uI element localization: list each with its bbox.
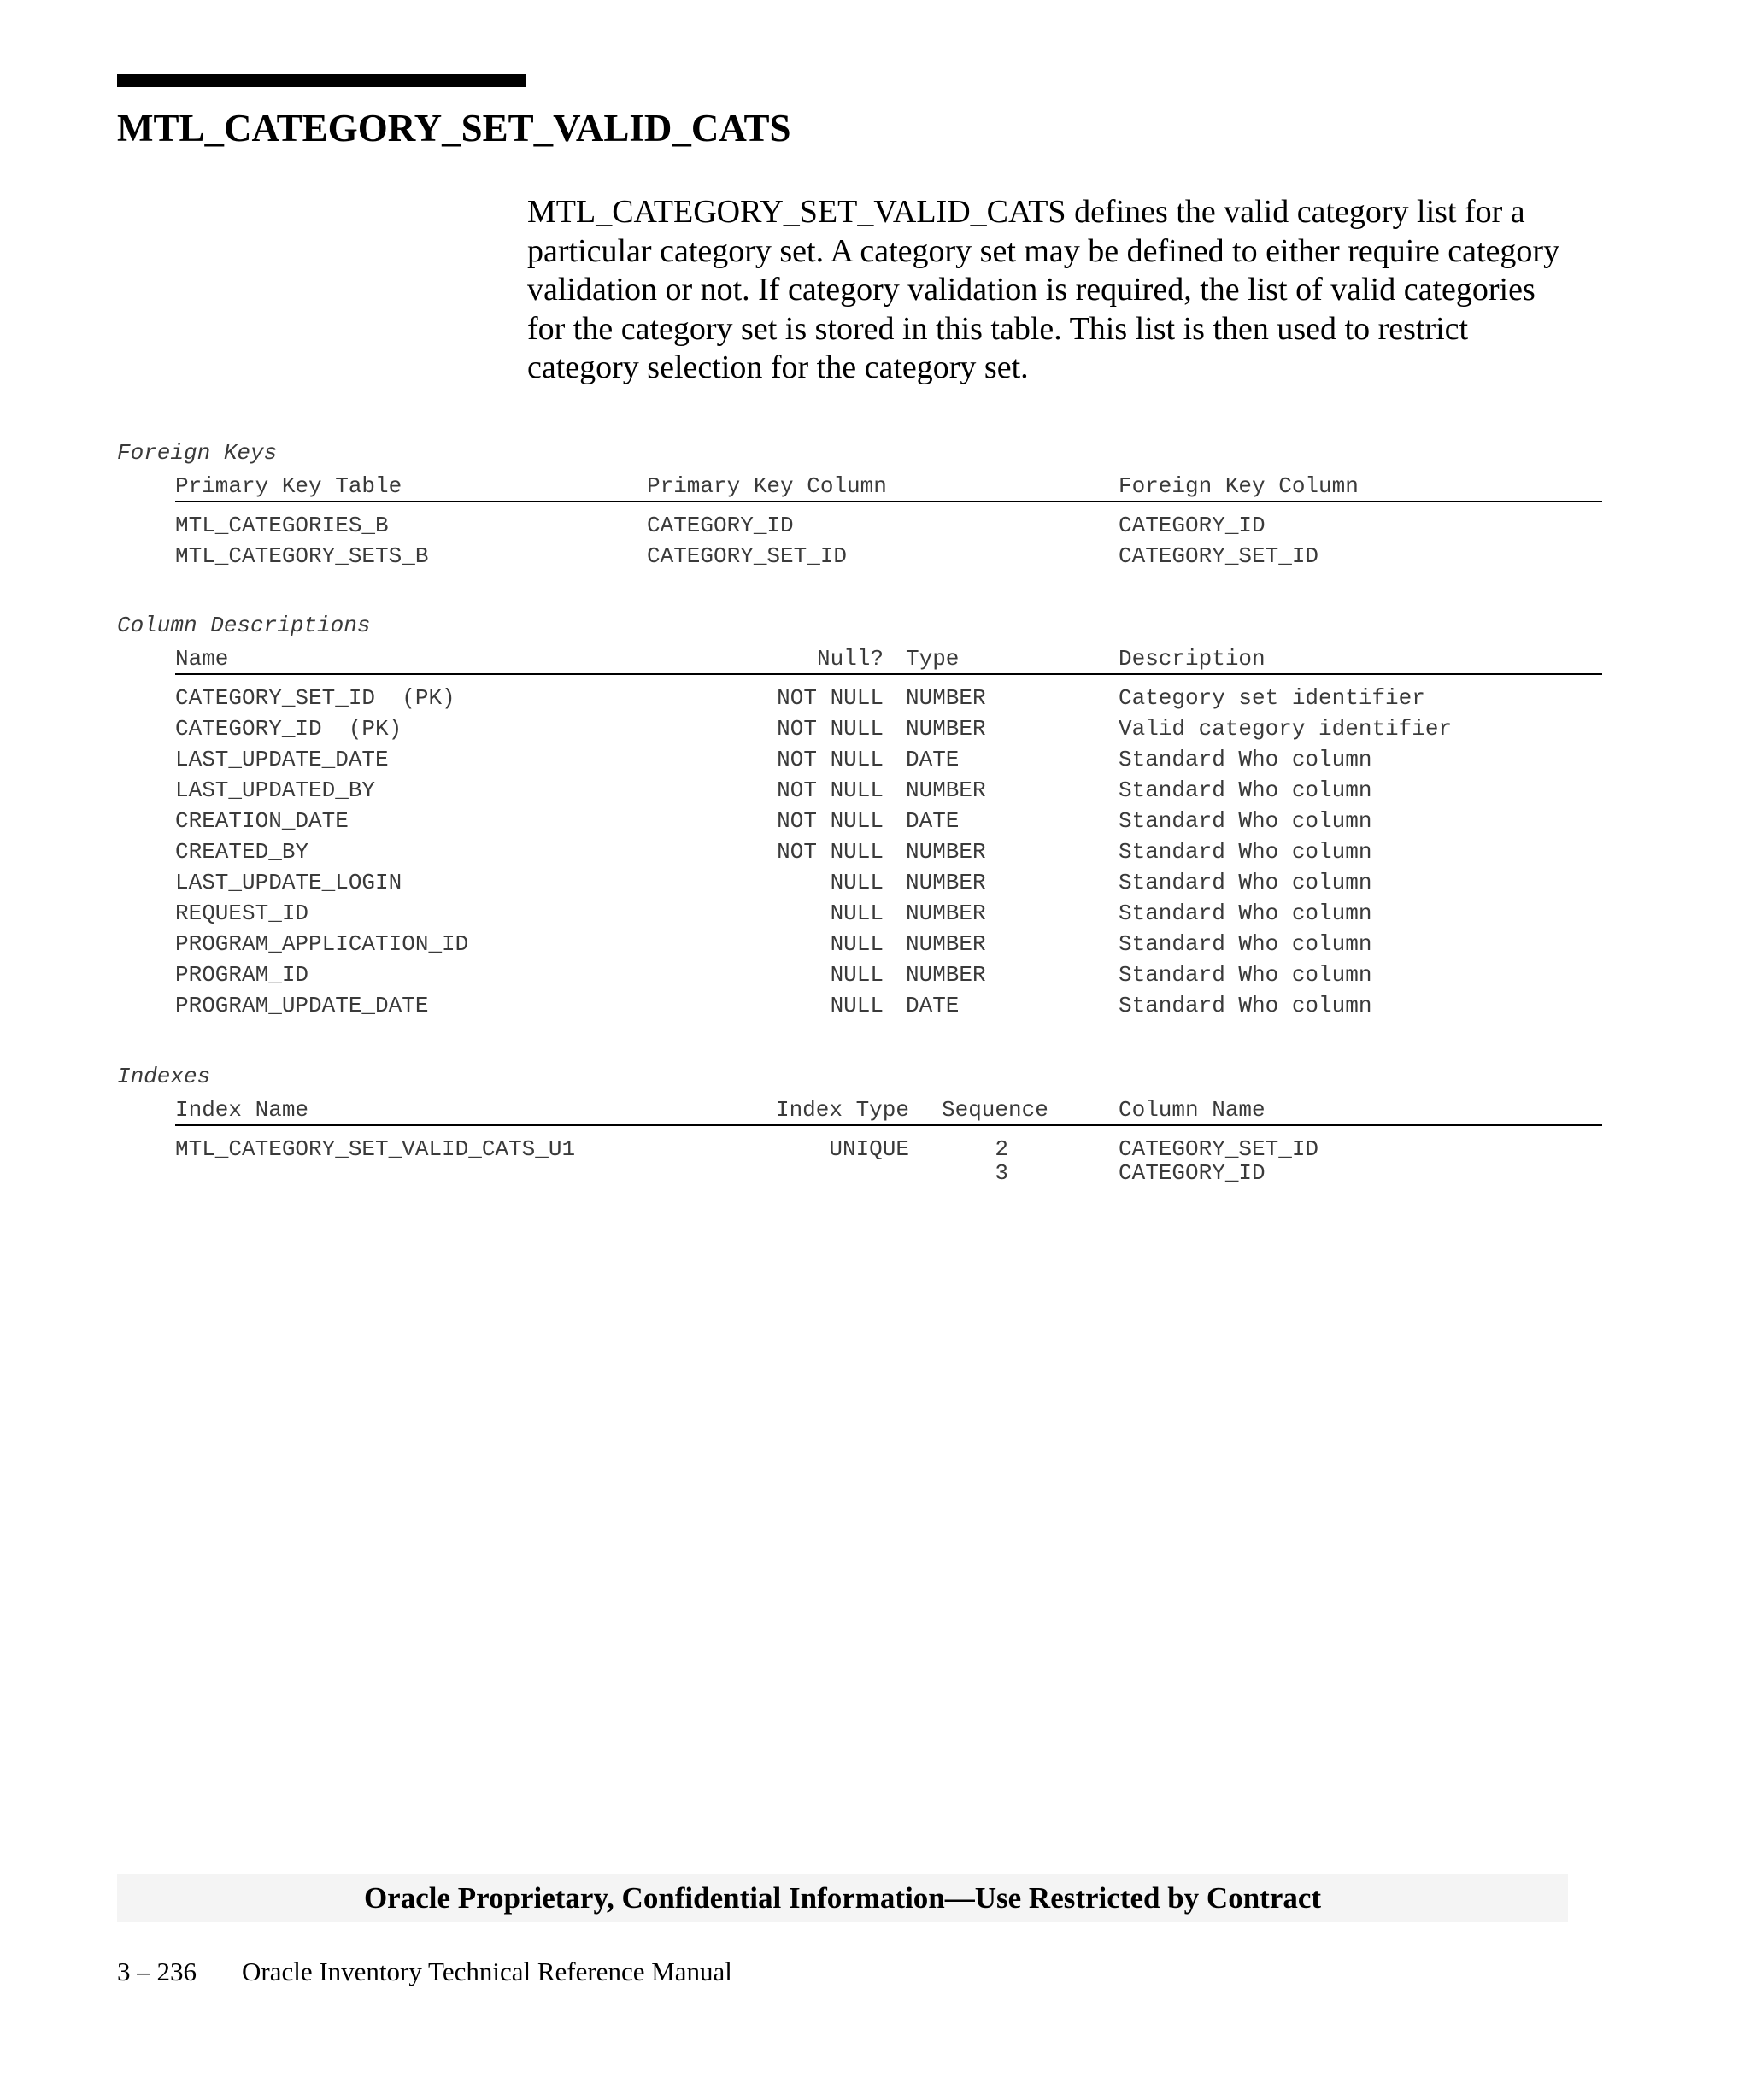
index-column: CATEGORY_ID [1119,1160,1266,1186]
column-null: NULL [830,993,884,1018]
index-sequence: 3 [995,1160,1008,1186]
page-title: MTL_CATEGORY_SET_VALID_CATS [117,107,791,150]
column-type: DATE [906,993,960,1018]
column-null: NOT NULL [777,716,884,742]
confidential-text: Oracle Proprietary, Confidential Information––Use Restricted by Contract [363,1881,1322,1915]
index-sequence: 2 [995,1136,1008,1162]
column-description: Standard Who column [1119,931,1372,957]
column-description: Standard Who column [1119,962,1372,988]
column-type: NUMBER [906,839,986,865]
column-name: LAST_UPDATE_LOGIN [175,870,402,895]
column-name: REQUEST_ID [175,900,309,926]
column-name: CREATION_DATE [175,808,349,834]
column-descriptions-heading: Column Descriptions [117,613,371,638]
column-description: Standard Who column [1119,747,1372,772]
idx-header-type: Index Type [775,1097,909,1123]
column-description: Standard Who column [1119,900,1372,926]
column-description: Category set identifier [1119,685,1425,711]
column-type: NUMBER [906,777,986,803]
column-name: PROGRAM_UPDATE_DATE [175,993,429,1018]
column-name: LAST_UPDATED_BY [175,777,376,803]
confidential-banner [117,1874,1568,1922]
index-type: UNIQUE [829,1136,909,1162]
fk-header-pk-table: Primary Key Table [175,473,402,499]
column-null: NOT NULL [777,777,884,803]
idx-header-rule [175,1124,1602,1126]
idx-header-sequence: Sequence [942,1097,1048,1123]
column-null: NOT NULL [777,685,884,711]
column-null: NULL [830,900,884,926]
fk-pk-table: MTL_CATEGORIES_B [175,513,389,538]
column-null: NOT NULL [777,839,884,865]
cd-header-type: Type [906,646,960,672]
fk-pk-table: MTL_CATEGORY_SETS_B [175,543,429,569]
indexes-heading: Indexes [117,1064,211,1089]
column-description: Standard Who column [1119,808,1372,834]
column-name: CATEGORY_SET_ID (PK) [175,685,455,711]
fk-header-rule [175,501,1602,502]
idx-header-column: Column Name [1119,1097,1266,1123]
fk-fk-column: CATEGORY_SET_ID [1119,543,1319,569]
column-type: NUMBER [906,931,986,957]
column-description: Standard Who column [1119,839,1372,865]
column-type: DATE [906,747,960,772]
fk-pk-column: CATEGORY_ID [647,513,794,538]
column-type: NUMBER [906,900,986,926]
column-description: Standard Who column [1119,993,1372,1018]
column-description: Valid category identifier [1119,716,1453,742]
column-null: NOT NULL [777,808,884,834]
column-null: NULL [830,962,884,988]
column-null: NULL [830,870,884,895]
idx-header-name: Index Name [175,1097,309,1123]
manual-title: Oracle Inventory Technical Reference Manual [242,1956,732,1986]
column-type: NUMBER [906,685,986,711]
cd-header-null: Null? [816,646,884,672]
fk-header-pk-column: Primary Key Column [647,473,887,499]
table-description: MTL_CATEGORY_SET_VALID_CATS defines the valid category list for a particular category set. A category set may be defined to either require category validation or not. If category validation is required, the list of valid categories for the category set is stored in this table. This list is then used to restrict category selection for the category set. [527,194,1560,385]
column-type: NUMBER [906,870,986,895]
column-type: DATE [906,808,960,834]
column-type: NUMBER [906,716,986,742]
cd-header-name: Name [175,646,229,672]
column-name: PROGRAM_ID [175,962,309,988]
column-name: PROGRAM_APPLICATION_ID [175,931,469,957]
cd-header-rule [175,673,1602,675]
column-null: NOT NULL [777,747,884,772]
column-type: NUMBER [906,962,986,988]
column-description: Standard Who column [1119,870,1372,895]
section-rule [117,74,526,87]
fk-fk-column: CATEGORY_ID [1119,513,1266,538]
cd-header-description: Description [1119,646,1266,672]
fk-header-fk-column: Foreign Key Column [1119,473,1359,499]
foreign-keys-heading: Foreign Keys [117,440,278,466]
column-name: LAST_UPDATE_DATE [175,747,389,772]
column-null: NULL [830,931,884,957]
column-name: CREATED_BY [175,839,309,865]
column-name: CATEGORY_ID (PK) [175,716,402,742]
fk-pk-column: CATEGORY_SET_ID [647,543,848,569]
column-description: Standard Who column [1119,777,1372,803]
page-number: 3 – 236 [117,1956,197,1986]
index-name: MTL_CATEGORY_SET_VALID_CATS_U1 [175,1136,576,1162]
index-column: CATEGORY_SET_ID [1119,1136,1319,1162]
